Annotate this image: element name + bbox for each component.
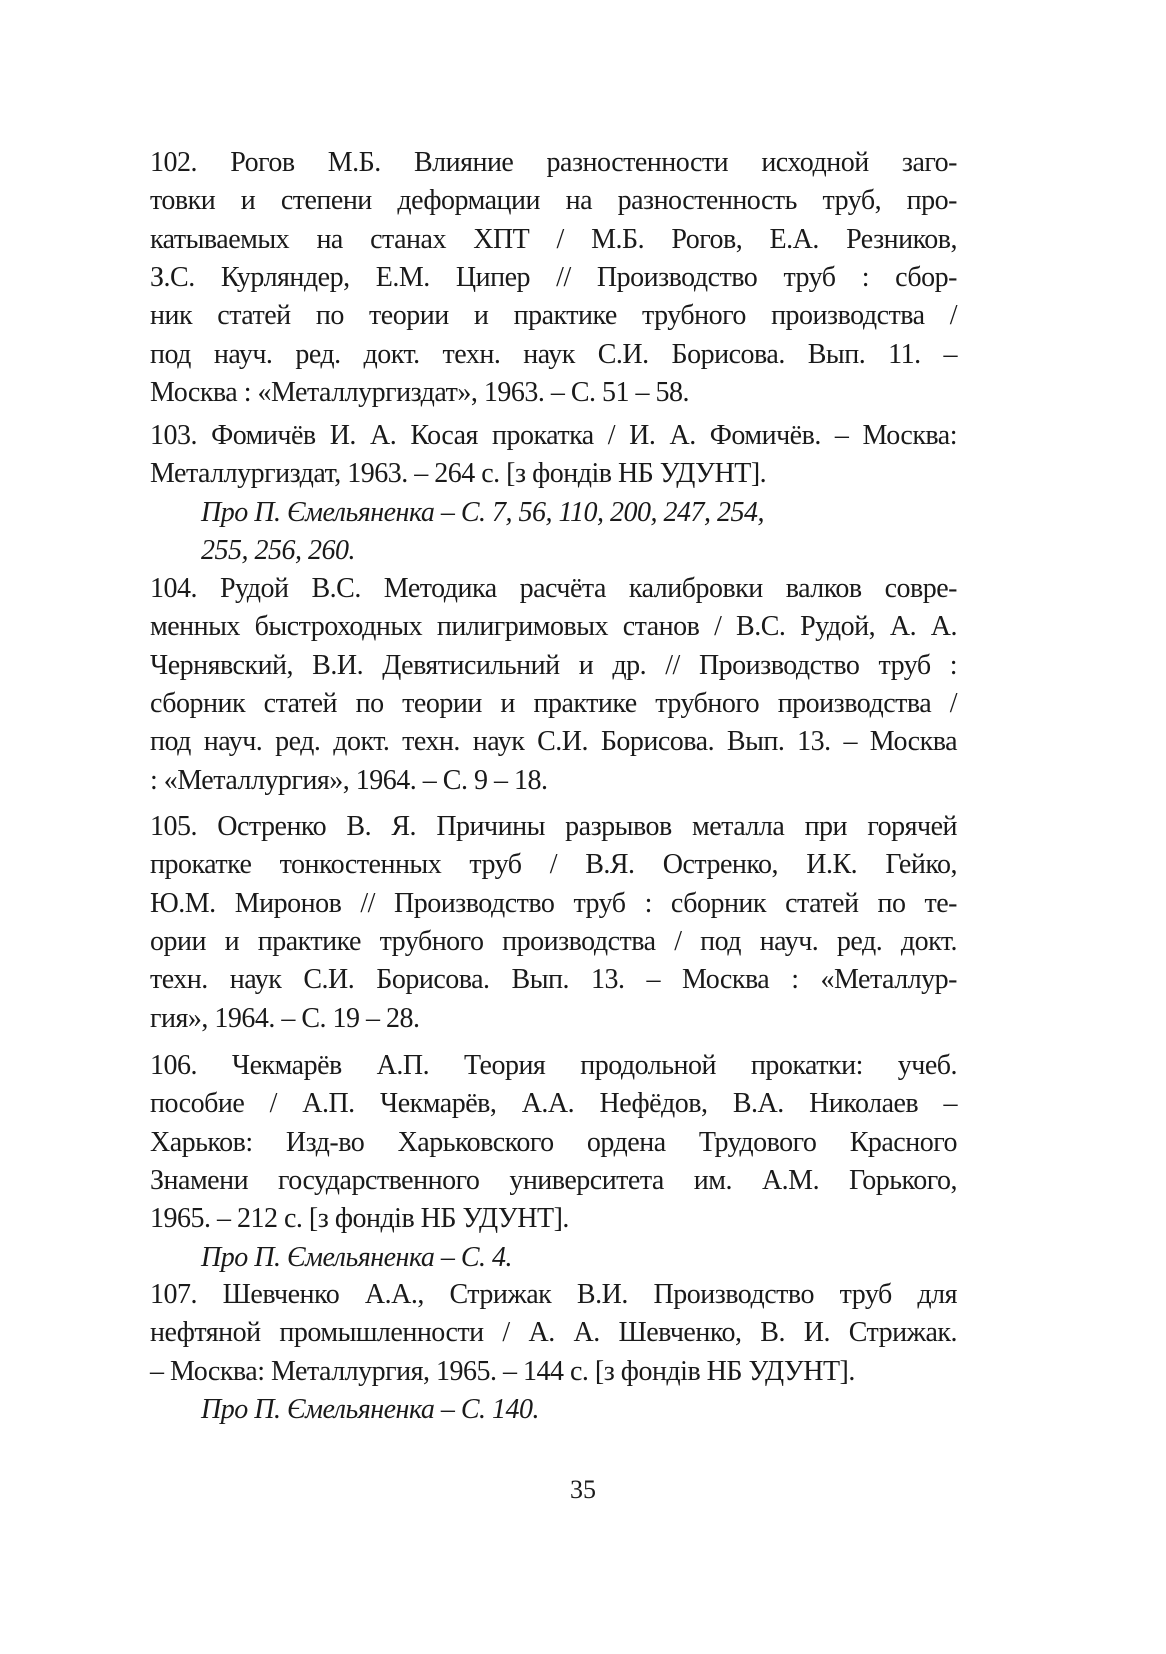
entry-page-note: Про П. Ємельяненка – С. 7, 56, 110, 200, 247, 254, — [201, 496, 764, 528]
bibliography-entry-line: товки и степени деформации на разностенность труб, про- — [150, 185, 957, 217]
bibliography-entry-line: катываемых на станах ХПТ / М.Б. Рогов, Е.А. Резников, — [150, 223, 957, 255]
bibliography-entry-line: гия», 1964. – С. 19 – 28. — [150, 1002, 420, 1034]
bibliography-entry-line: Ю.М. Миронов // Производство труб : сборник статей по те- — [150, 887, 957, 919]
bibliography-entry-line: ории и практике трубного производства / под науч. ред. докт. — [150, 925, 957, 957]
bibliography-entry-line: 106. Чекмарёв А.П. Теория продольной прокатки: учеб. — [150, 1050, 957, 1081]
bibliography-entry-line: – Москва: Металлургия, 1965. – 144 с. [з фондів НБ УДУНТ]. — [150, 1355, 855, 1387]
bibliography-entry-line: 1965. – 212 с. [з фондів НБ УДУНТ]. — [150, 1203, 569, 1235]
entry-page-note: 255, 256, 260. — [201, 534, 355, 566]
bibliography-entry-line: сборник статей по теории и практике трубного производства / — [150, 687, 957, 719]
entry-page-note: Про П. Ємельяненка – С. 4. — [201, 1241, 513, 1273]
bibliography-entry-line: под науч. ред. докт. техн. наук С.И. Борисова. Вып. 13. – Москва — [150, 726, 957, 758]
bibliography-entry-line: Знамени государственного университета им. А.М. Горького, — [150, 1164, 957, 1196]
bibliography-entry-line: 103. Фомичёв И. А. Косая прокатка / И. А. Фомичёв. – Москва: — [150, 420, 957, 451]
bibliography-entry-line: 102. Рогов М.Б. Влияние разностенности исходной заго- — [150, 147, 957, 178]
bibliography-entry-line: Чернявский, В.И. Девятисильний и др. // Производство труб : — [150, 649, 957, 681]
bibliography-entry-line: 107. Шевченко А.А., Стрижак В.И. Производство труб для — [150, 1279, 957, 1310]
bibliography-entry-line: Москва : «Металлургиздат», 1963. – С. 51 – 58. — [150, 376, 690, 408]
entry-page-note: Про П. Ємельяненка – С. 140. — [201, 1393, 540, 1425]
bibliography-entry-line: нефтяной промышленности / А. А. Шевченко, В. И. Стрижак. — [150, 1317, 957, 1349]
bibliography-entry-line: ник статей по теории и практике трубного производства / — [150, 300, 957, 332]
bibliography-entry-line: : «Металлургия», 1964. – С. 9 – 18. — [150, 764, 548, 796]
bibliography-entry-line: техн. наук С.И. Борисова. Вып. 13. – Москва : «Металлур- — [150, 964, 957, 996]
bibliography-entry-line: 105. Остренко В. Я. Причины разрывов металла при горячей — [150, 811, 957, 842]
bibliography-entry-line: под науч. ред. докт. техн. наук С.И. Борисова. Вып. 11. – — [150, 338, 957, 370]
bibliography-entry-line: пособие / А.П. Чекмарёв, А.А. Нефёдов, В.А. Николаев – — [150, 1088, 957, 1120]
bibliography-entry-line: Металлургиздат, 1963. – 264 с. [з фондів НБ УДУНТ]. — [150, 458, 767, 490]
bibliography-entry-line: менных быстроходных пилигримовых станов / В.С. Рудой, А. А. — [150, 611, 957, 643]
page-number: 35 — [570, 1475, 596, 1504]
bibliography-entry-line: Харьков: Изд-во Харьковского ордена Трудового Красного — [150, 1126, 957, 1158]
bibliography-entry-line: З.С. Курляндер, Е.М. Ципер // Производство труб : сбор- — [150, 261, 957, 293]
bibliography-entry-line: 104. Рудой В.С. Методика расчёта калибровки валков совре- — [150, 573, 957, 604]
bibliography-entry-line: прокатке тонкостенных труб / В.Я. Остренко, И.К. Гейко, — [150, 849, 957, 881]
